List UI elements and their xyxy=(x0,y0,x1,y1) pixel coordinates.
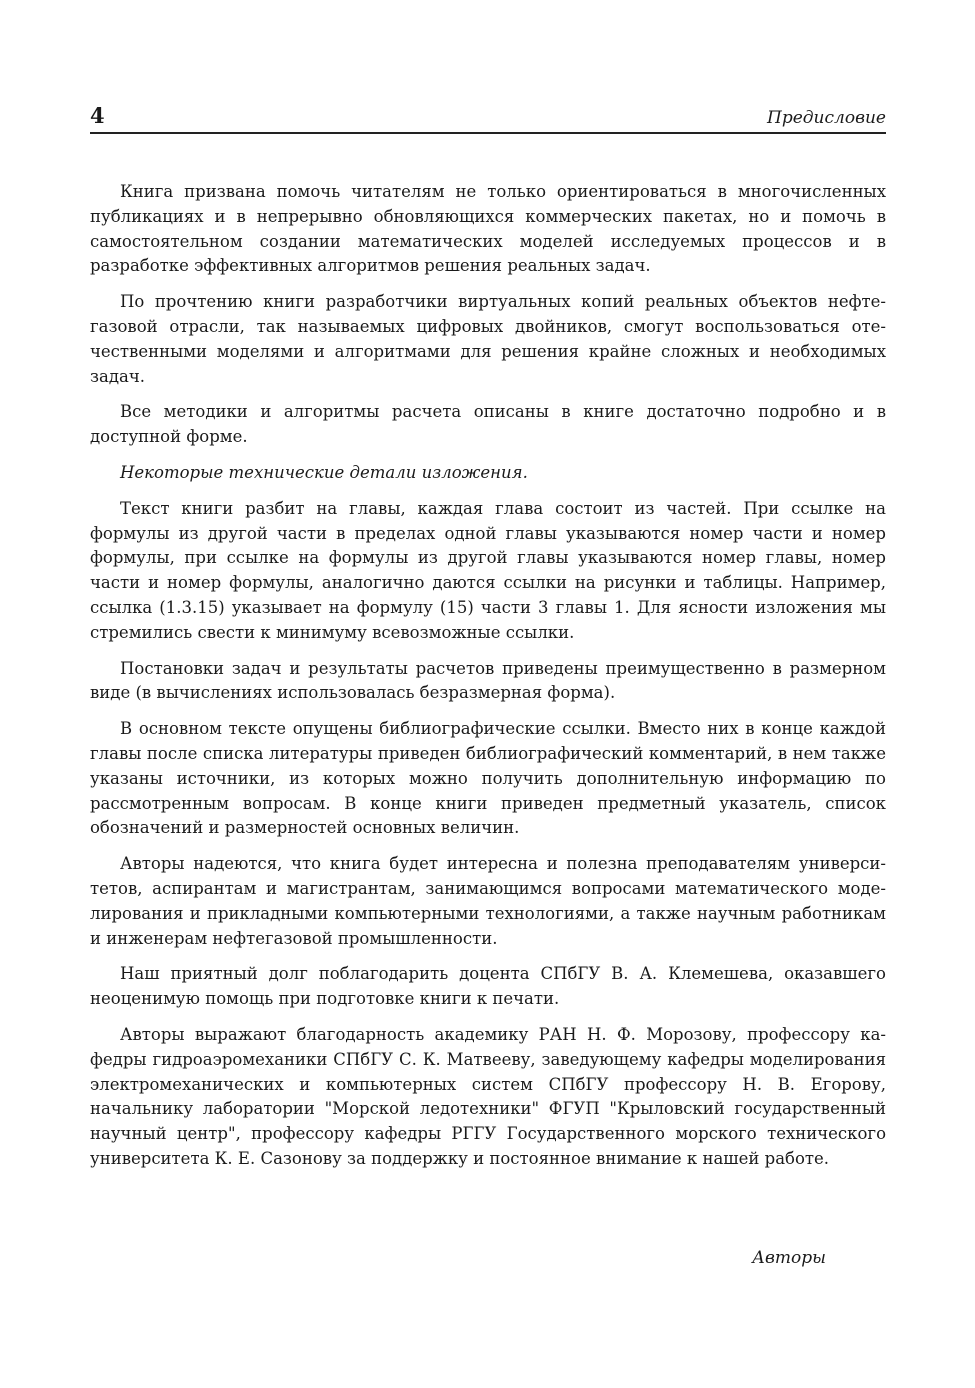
running-title: Предисловие xyxy=(767,108,886,128)
paragraph-acknowledgements: Авторы выражают благодарность академику РАН Н. Ф. Морозову, профессору кафедры гидроаэромеханики СПбГУ С. К. Матвееву, заведующему кафедры моделирования электромеханических и компьютерных систем СПбГУ профессору Н. В. Егорову, начальнику лаборатории "Морской ледотехники" ФГУП "Крыловский государственный научный центр", профессору кафедры РГГУ Государственного морского технического университета К. Е. Сазонову за поддержку и постоянное внимание к нашей работе. xyxy=(90,1024,886,1168)
paragraph-structure: Текст книги разбит на главы, каждая глава состоит из частей. При ссылке на формулы из другой части в пределах одной главы указываются номер части и номер формулы, при ссылке на формулы из другой главы указываются номер главы, номер части и номер формулы, аналогично даются ссылки на рисунки и таблицы. Например, ссылка (1.3.15) указывает на формулу (15) части 3 главы 1. Для ясности изложения мы стремились свести к минимуму всевозможные ссылки. xyxy=(90,498,886,642)
paragraph-audience: Авторы надеются, что книга будет интересна и полезна преподавателям университетов, аспирантам и магистрантам, занимающимся вопросами математического моделирования и прикладными компьютерными технологиями, а также научным работникам и инженерам нефтегазовой промышленности. xyxy=(90,854,886,948)
page-header xyxy=(90,102,886,134)
body-text xyxy=(90,180,886,1183)
paragraph-purpose: Книга призвана помочь читателям не только ориентироваться в многочисленных публикациях и в непрерывно обновляющихся коммерческих пакетах, но и помочь в самостоятельном создании математических моделей исследуемых процессов и в разработке эффективных алгоритмов решения реальных задач. xyxy=(90,182,886,276)
paragraph-thanks-klemeshev: Наш приятный долг поблагодарить доцента СПбГУ В. А. Клемешева, оказавшего неоценимую помощь при подготовке книги к печати. xyxy=(90,964,886,1009)
paragraph-digital-twins: По прочтению книги разработчики виртуальных копий реальных объектов нефтегазовой отрасли, так называемых цифровых двойников, смогут воспользоваться отечественными моделями и алгоритмами для решения крайне сложных и необходимых задач. xyxy=(90,292,886,386)
signature: Авторы xyxy=(752,1248,826,1268)
page-number: 4 xyxy=(90,103,105,128)
paragraph-technical-details-heading: Некоторые технические детали изложения. xyxy=(120,462,528,482)
paragraph-dimensional-form: Постановки задач и результаты расчетов приведены преимущественно в размерном виде (в вычислениях использовалась безразмерная форма). xyxy=(90,658,886,703)
paragraph-methods: Все методики и алгоритмы расчета описаны в книге достаточно подробно и в доступной форме. xyxy=(90,402,886,447)
paragraph-bibliography: В основном тексте опущены библиографические ссылки. Вместо них в конце каждой главы после списка литературы приведен библиографический комментарий, в нем также указаны источники, из которых можно получить дополнительную информацию по рассмотренным вопросам. В конце книги приведен предметный указатель, список обозначений и размерностей основных величин. xyxy=(90,719,886,838)
